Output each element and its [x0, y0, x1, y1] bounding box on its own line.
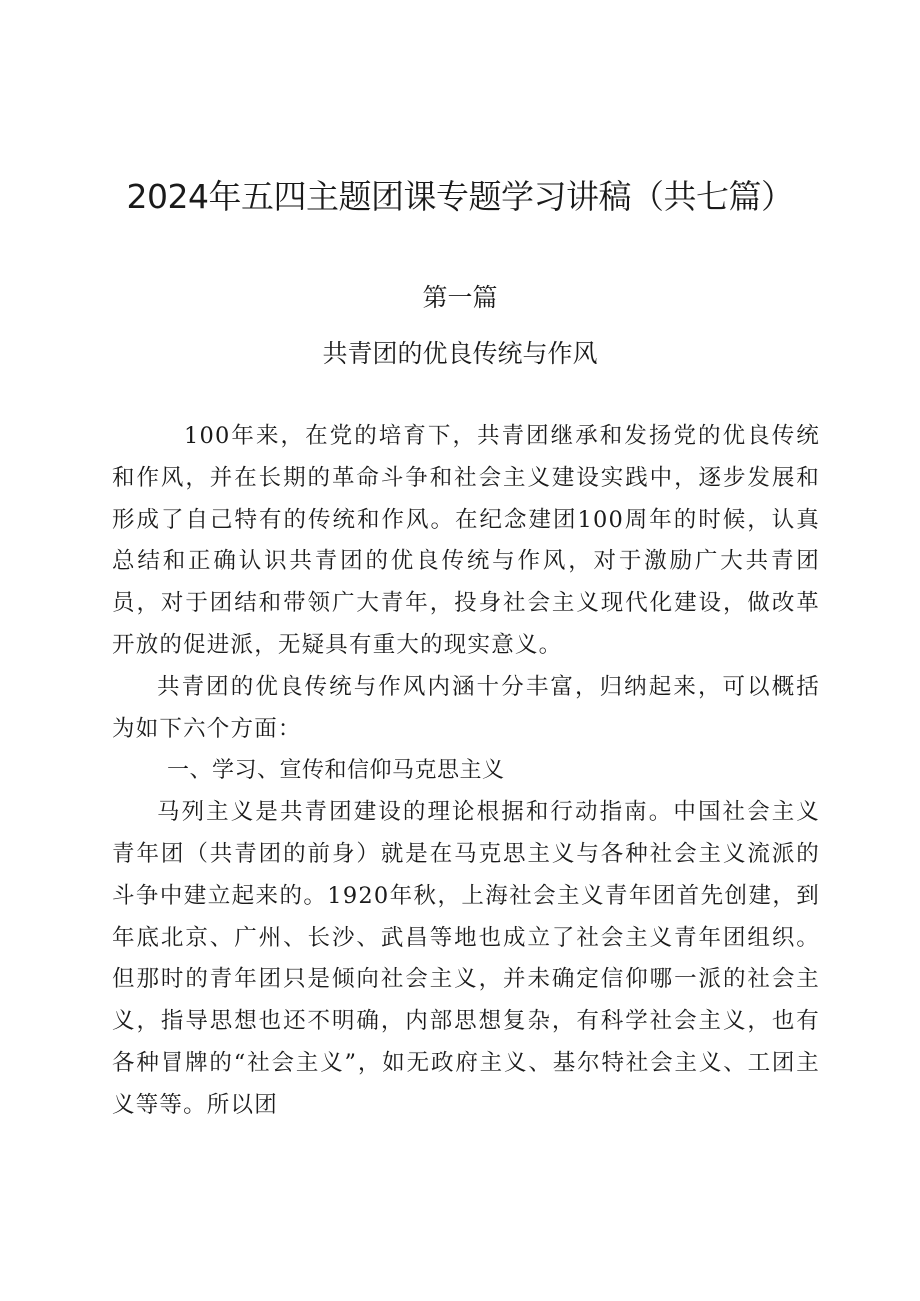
document-body: [112, 416, 820, 1127]
chapter-title: 共青团的优良传统与作风: [322, 339, 598, 368]
chapter-label: 第一篇: [422, 283, 498, 312]
section-paragraph: 马列主义是共青团建设的理论根据和行动指南。中国社会主义青年团（共青团的前身）就是在马克思主义与各种社会主义流派的斗争中建立起来的。1920年秋，上海社会主义青年团首先创建，到年底北京、广州、长沙、武昌等地也成立了社会主义青年团组织。但那时的青年团只是倾向社会主义，并未确定信仰哪一派的社会主义，指导思想也还不明确，内部思想复杂，有科学社会主义，也有各种冒牌的“社会主义”，如无政府主义、基尔特社会主义、工团主义等等。所以团: [112, 799, 820, 1118]
document-title: 2024年五四主题团课专题学习讲稿（共七篇）: [126, 177, 794, 216]
body-paragraph-1: 100年来，在党的培育下，共青团继承和发扬党的优良传统和作风，并在长期的革命斗争和社会主义建设实践中，逐步发展和形成了自己特有的传统和作风。在纪念建团100周年的时候，认真总结和正确认识共青团的优良传统与作风，对于激励广大共青团员，对于团结和带领广大青年，投身社会主义现代化建设，做改革开放的促进派，无疑具有重大的现实意义。: [112, 423, 820, 658]
section-heading: 一、学习、宣传和信仰马克思主义: [167, 758, 505, 784]
body-paragraph-2: 共青团的优良传统与作风内涵十分丰富，归纳起来，可以概括为如下六个方面：: [112, 673, 820, 742]
